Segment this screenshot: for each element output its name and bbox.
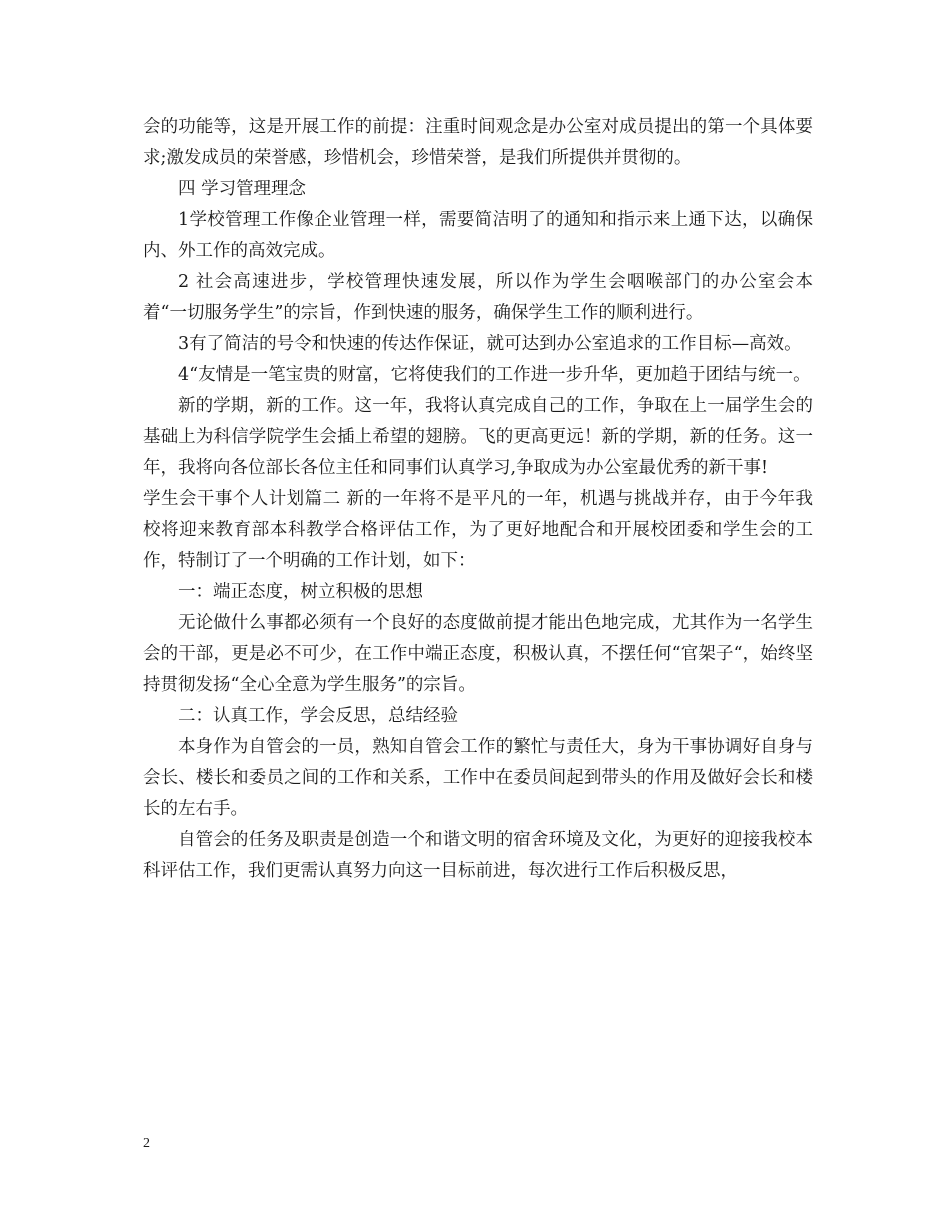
paragraph: 新的学期，新的工作。这一年，我将认真完成自己的工作，争取在上一届学生会的基础上为科信学院学生会插上希望的翅膀。飞的更高更远！新的学期，新的任务。这一年，我将向各位部长各位主任和同事们认真学习,争取成为办公室最优秀的新干事! bbox=[143, 396, 813, 478]
paragraph: 4“友情是一笔宝贵的财富，它将使我们的工作进一步升华，更加趋于团结与统一。 bbox=[178, 365, 811, 385]
paragraph: 自管会的任务及职责是创造一个和谐文明的宿舍环境及文化，为更好的迎接我校本科评估工作，我们更需认真努力向这一目标前进，每次进行工作后积极反思， bbox=[143, 830, 813, 881]
paragraph: 学生会干事个人计划篇二 新的一年将不是平凡的一年，机遇与挑战并存，由于今年我校将迎来教育部本科教学合格评估工作，为了更好地配合和开展校团委和学生会的工作，特制订了一个明确的工作计划，如下： bbox=[143, 489, 813, 571]
paragraph: 3有了简洁的号令和快速的传达作保证，就可达到办公室追求的工作目标—高效。 bbox=[178, 334, 802, 354]
section-heading: 四 学习管理理念 bbox=[178, 179, 307, 199]
paragraph: 2 社会高速进步，学校管理快速发展，所以作为学生会咽喉部门的办公室会本着“一切服务学生”的宗旨，作到快速的服务，确保学生工作的顺利进行。 bbox=[143, 272, 813, 323]
paragraph: 会的功能等，这是开展工作的前提：注重时间观念是办公室对成员提出的第一个具体要求;激发成员的荣誉感，珍惜机会，珍惜荣誉，是我们所提供并贯彻的。 bbox=[143, 117, 813, 168]
page-number: 2 bbox=[143, 1136, 150, 1151]
section-heading: 一：端正态度，树立积极的思想 bbox=[178, 582, 423, 602]
paragraph: 无论做什么事都必须有一个良好的态度做前提才能出色地完成，尤其作为一名学生会的干部，更是必不可少，在工作中端正态度，积极认真，不摆任何“官架子“，始终坚持贯彻发扬“全心全意为学生服务”的宗旨。 bbox=[143, 613, 813, 695]
section-heading: 二：认真工作，学会反思，总结经验 bbox=[178, 706, 458, 726]
paragraph: 本身作为自管会的一员，熟知自管会工作的繁忙与责任大，身为干事协调好自身与会长、楼长和委员之间的工作和关系，工作中在委员间起到带头的作用及做好会长和楼长的左右手。 bbox=[143, 737, 813, 819]
document-body bbox=[143, 112, 813, 887]
paragraph: 1学校管理工作像企业管理一样，需要简洁明了的通知和指示来上通下达，以确保内、外工作的高效完成。 bbox=[143, 210, 813, 261]
